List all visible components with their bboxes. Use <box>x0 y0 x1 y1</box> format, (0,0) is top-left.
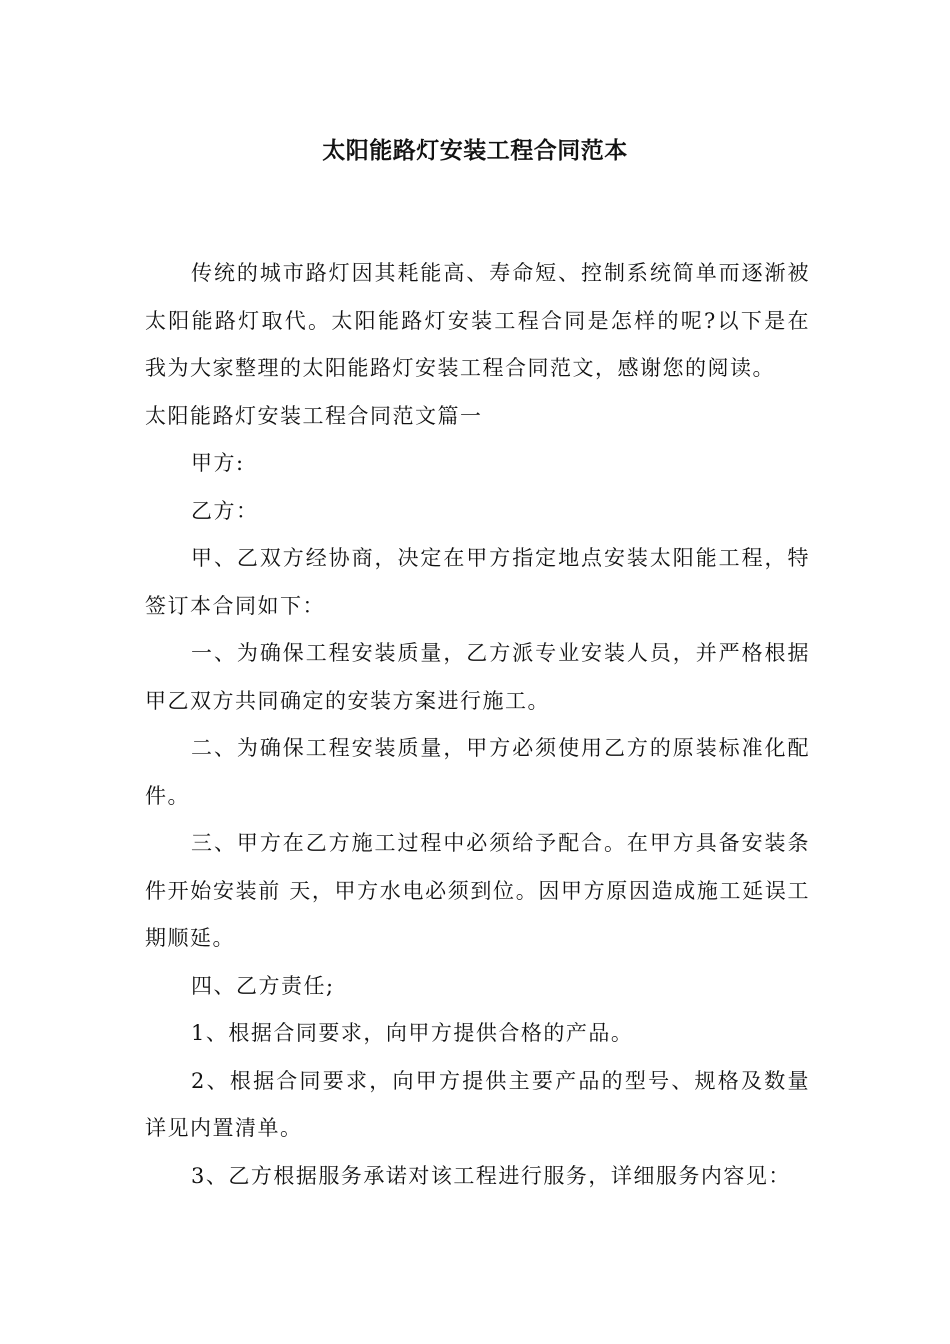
clause-4-item-3: 3、乙方根据服务承诺对该工程进行服务，详细服务内容见： <box>191 1163 791 1188</box>
clause-2: 二、为确保工程安装质量，甲方必须使用乙方的原装标准化配件。 <box>145 736 810 808</box>
agreement-preamble: 甲、乙双方经协商，决定在甲方指定地点安装太阳能工程，特签订本合同如下： <box>145 546 810 618</box>
party-a-line: 甲方: <box>191 451 245 475</box>
party-b-line: 乙方： <box>191 498 259 523</box>
document-title: 太阳能路灯安装工程合同范本 <box>322 138 628 164</box>
section-heading: 太阳能路灯安装工程合同范文篇一 <box>145 403 483 428</box>
clause-4-item-1: 1、根据合同要求，向甲方提供合格的产品。 <box>191 1021 634 1045</box>
document-body <box>145 250 810 1200</box>
clause-3: 三、甲方在乙方施工过程中必须给予配合。在甲方具备安装条件开始安装前 天，甲方水电必须到位。因甲方原因造成施工延误工期顺延。 <box>145 831 810 950</box>
clause-4-heading: 四、乙方责任; <box>191 973 335 998</box>
intro-paragraph: 传统的城市路灯因其耗能高、寿命短、控制系统简单而逐渐被太阳能路灯取代。太阳能路灯安装工程合同是怎样的呢?以下是在我为大家整理的太阳能路灯安装工程合同范文，感谢您的阅读。 <box>145 261 810 380</box>
clause-4-item-2: 2、根据合同要求，向甲方提供主要产品的型号、规格及数量详见内置清单。 <box>145 1068 810 1140</box>
clause-1: 一、为确保工程安装质量，乙方派专业安装人员，并严格根据甲乙双方共同确定的安装方案进行施工。 <box>145 641 810 713</box>
